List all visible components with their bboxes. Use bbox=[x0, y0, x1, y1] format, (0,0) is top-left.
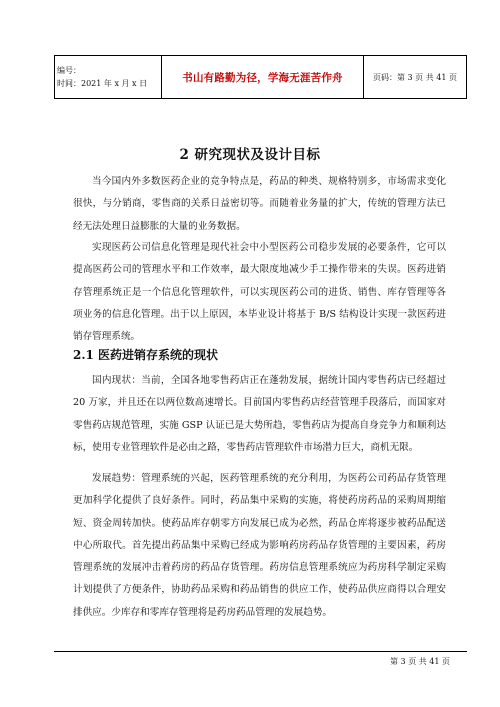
header-meta bbox=[55, 56, 162, 98]
time-label: 时间：2021 年 x 月 x 日 bbox=[57, 79, 148, 88]
number-label: 编号： bbox=[57, 66, 81, 75]
header-table bbox=[54, 55, 467, 99]
header-motto: 书山有路勤为径，学海无涯苦作舟 bbox=[162, 56, 364, 98]
paragraph-intro: 当今国内外多数医药企业的竞争特点是，药品的种类、规格特别多，市场需求变化很快，与分销商，零售商的关系日益密切等。而随着业务量的扩大，传统的管理方法已经无法处理日益膨胀的大量的业务数据。 bbox=[73, 176, 446, 232]
chapter-title: 2 研究现状及设计目标 bbox=[179, 147, 321, 163]
paragraph-trend: 发展趋势：管理系统的兴起，医药管理系统的充分利用，为医药公司药品存货管理更加科学化提供了良好条件。同时，药品集中采购的实施，将使药房药品的采购周期缩短、资金周转加快。使药品库存朝零方向发展已成为必然，药品仓库将逐步被药品配送中心所取代。首先提出药品集中采购已经成为影响药房药品存货管理的主要因素，药房管理系统的发展冲击着药房的药品存货管理。药房信息管理系统应为药房科学制定采购计划提供了方便条件，协助药品采购和药品销售的供应工作，使药品供应商得以合理安排供应。少库存和零库存管理将是药房药品管理的发展趋势。 bbox=[73, 473, 446, 618]
header-page-info: 页码：第 3 页 共 41 页 bbox=[373, 72, 457, 82]
footer-page-number: 第 3 页 共 41 页 bbox=[390, 657, 450, 666]
paragraph-goal: 实现医药公司信息化管理是现代社会中小型医药公司稳步发展的必要条件，它可以提高医药公司的管理水平和工作效率，最大限度地减少手工操作带来的失误。医药进销存管理系统正是一个信息化管理软件，可以实现医药公司的进货、销售、库存管理等各项业务的信息化管理。出于以上原因，本毕业设计将基于 B/S 结构设计实现一款医药进销存管理系统。 bbox=[73, 242, 446, 343]
section-title: 2.1 医药进销存系统的现状 bbox=[73, 348, 219, 362]
paragraph-domestic-status: 国内现状：当前，全国各地零售药店正在蓬勃发展，据统计国内零售药店已经超过 20 万家，并且还在以两位数高速增长。目前国内零售药店经营管理手段落后，而国家对零售药店规范管理，实施 GSP 认证已是大势所趋，零售药店为提高自身竞争力和顺利达标，使用专业管理软件是必由之路，零售药店管理软件市场潜力巨大，商机无限。 bbox=[73, 375, 446, 453]
footer-divider bbox=[54, 651, 467, 652]
